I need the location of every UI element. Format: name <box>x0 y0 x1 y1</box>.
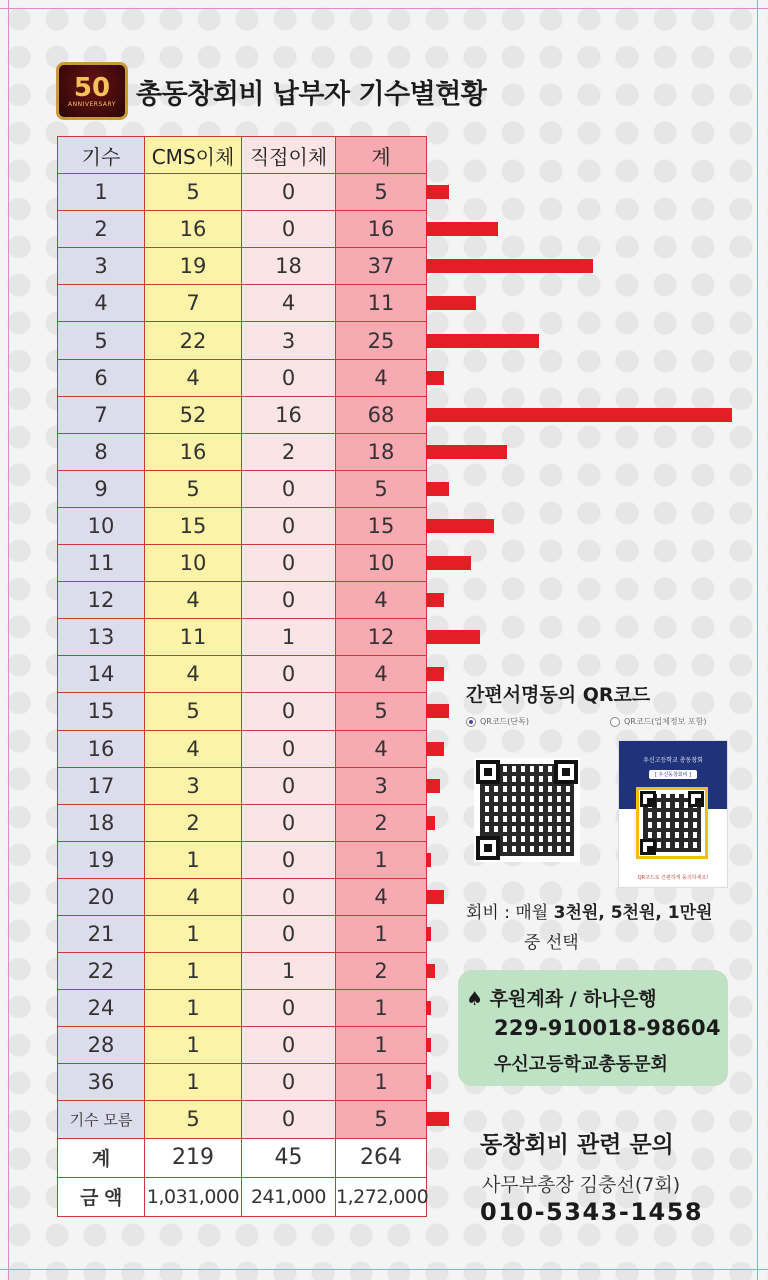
bar-11 <box>426 556 471 570</box>
sum-direct: 45 <box>242 1138 336 1177</box>
qr-card-title: 우신고등학교 총동창회 <box>643 757 703 764</box>
table-row <box>58 507 427 544</box>
amount-direct: 241,000 <box>242 1177 336 1216</box>
bar-17 <box>426 779 440 793</box>
donation-account-number[interactable]: 229-910018-98604 <box>494 1016 721 1040</box>
qr-card-pill: [ 우신동창회비 ] <box>649 770 697 779</box>
inquiry-phone[interactable]: 010-5343-1458 <box>480 1198 704 1226</box>
cell-generation: 1 <box>58 174 145 211</box>
bar-9 <box>426 482 449 496</box>
cell-generation: 8 <box>58 433 145 470</box>
cell-generation: 4 <box>58 285 145 322</box>
cell-generation: 7 <box>58 396 145 433</box>
cell-total: 4 <box>336 730 427 767</box>
table-row <box>58 433 427 470</box>
bar-4 <box>426 296 476 310</box>
header-direct: 직접이체 <box>242 137 336 174</box>
cell-cms: 22 <box>145 322 242 359</box>
table-row <box>58 1101 427 1138</box>
cell-generation: 20 <box>58 878 145 915</box>
cell-generation: 12 <box>58 582 145 619</box>
cell-cms: 3 <box>145 767 242 804</box>
cell-generation: 15 <box>58 693 145 730</box>
anniversary-badge <box>56 62 128 120</box>
qr-card-with-info[interactable] <box>618 740 728 888</box>
amount-cms: 1,031,000 <box>145 1177 242 1216</box>
cell-total: 37 <box>336 248 427 285</box>
table-row <box>58 953 427 990</box>
bar-chart <box>426 0 768 1280</box>
cell-cms: 10 <box>145 545 242 582</box>
table-row <box>58 619 427 656</box>
bar-19 <box>426 853 431 867</box>
cell-total: 4 <box>336 878 427 915</box>
sum-row <box>58 1138 427 1177</box>
cell-direct: 0 <box>242 1101 336 1138</box>
cell-cms: 1 <box>145 841 242 878</box>
cell-cms: 1 <box>145 990 242 1027</box>
table-row <box>58 285 427 322</box>
table-row <box>58 693 427 730</box>
cell-direct: 0 <box>242 582 336 619</box>
qr-finder-icon <box>640 791 656 807</box>
table-row <box>58 1027 427 1064</box>
cell-cms: 11 <box>145 619 242 656</box>
cell-cms: 1 <box>145 953 242 990</box>
cell-cms: 4 <box>145 730 242 767</box>
bar-14 <box>426 667 444 681</box>
cell-direct: 0 <box>242 915 336 952</box>
cell-cms: 1 <box>145 1064 242 1101</box>
cell-generation: 17 <box>58 767 145 804</box>
cell-direct: 4 <box>242 285 336 322</box>
bar-5 <box>426 334 539 348</box>
cell-total: 4 <box>336 582 427 619</box>
header-cms: CMS이체 <box>145 137 242 174</box>
cell-direct: 0 <box>242 804 336 841</box>
table-row <box>58 359 427 396</box>
cell-direct: 0 <box>242 767 336 804</box>
table-row <box>58 211 427 248</box>
table-row <box>58 915 427 952</box>
cell-direct: 0 <box>242 174 336 211</box>
radio-unselected-icon[interactable] <box>610 717 620 727</box>
amount-total: 1,272,000 <box>336 1177 427 1216</box>
cell-cms: 4 <box>145 359 242 396</box>
bar-기수 모름 <box>426 1112 449 1126</box>
bar-12 <box>426 593 444 607</box>
page-title: 총동창회비 납부자 기수별현황 <box>136 79 487 110</box>
cell-direct: 0 <box>242 1027 336 1064</box>
qr-finder-icon <box>640 839 656 855</box>
header-total: 계 <box>336 137 427 174</box>
table-row <box>58 878 427 915</box>
cell-total: 18 <box>336 433 427 470</box>
cell-total: 5 <box>336 693 427 730</box>
amount-row <box>58 1177 427 1216</box>
cell-generation: 13 <box>58 619 145 656</box>
qr-code-with-info[interactable] <box>636 787 708 859</box>
cell-cms: 16 <box>145 433 242 470</box>
donation-account-holder: 우신고등학교총동문회 <box>494 1054 668 1075</box>
bar-10 <box>426 519 494 533</box>
amount-label: 금 액 <box>58 1177 145 1216</box>
cell-generation: 24 <box>58 990 145 1027</box>
fee-info <box>466 898 712 923</box>
cell-direct: 16 <box>242 396 336 433</box>
cell-generation: 5 <box>58 322 145 359</box>
bar-7 <box>426 408 732 422</box>
qr-finder-icon <box>476 836 500 860</box>
qr-finder-icon <box>554 760 578 784</box>
cell-total: 5 <box>336 174 427 211</box>
table-row <box>58 767 427 804</box>
sum-total: 264 <box>336 1138 427 1177</box>
cell-direct: 0 <box>242 359 336 396</box>
donation-account-box <box>458 970 728 1086</box>
bar-24 <box>426 1001 431 1015</box>
cell-direct: 0 <box>242 507 336 544</box>
bar-20 <box>426 890 444 904</box>
cell-generation: 21 <box>58 915 145 952</box>
cell-direct: 0 <box>242 693 336 730</box>
table-row <box>58 248 427 285</box>
bar-6 <box>426 371 444 385</box>
qr-finder-icon <box>688 791 704 807</box>
table-row <box>58 730 427 767</box>
cell-direct: 1 <box>242 953 336 990</box>
table-row <box>58 990 427 1027</box>
fee-amounts: 3천원, 5천원, 1만원 <box>553 903 713 923</box>
cell-generation: 10 <box>58 507 145 544</box>
cell-direct: 0 <box>242 730 336 767</box>
bar-18 <box>426 816 435 830</box>
qr-finder-icon <box>476 760 500 784</box>
cell-total: 5 <box>336 470 427 507</box>
cell-cms: 15 <box>145 507 242 544</box>
cell-generation: 9 <box>58 470 145 507</box>
inquiry-title: 동창회비 관련 문의 <box>480 1132 674 1158</box>
cell-direct: 18 <box>242 248 336 285</box>
table-row <box>58 322 427 359</box>
cell-cms: 4 <box>145 656 242 693</box>
bar-2 <box>426 222 498 236</box>
table-row <box>58 470 427 507</box>
cell-generation: 19 <box>58 841 145 878</box>
fee-prefix: 회비 : 매월 <box>466 903 554 923</box>
cell-cms: 5 <box>145 174 242 211</box>
table-row <box>58 841 427 878</box>
cell-total: 1 <box>336 1027 427 1064</box>
cell-cms: 1 <box>145 1027 242 1064</box>
table-row <box>58 656 427 693</box>
cell-generation: 36 <box>58 1064 145 1101</box>
cell-direct: 1 <box>242 619 336 656</box>
table-row <box>58 396 427 433</box>
dues-table <box>57 136 427 1217</box>
cell-cms: 5 <box>145 693 242 730</box>
fee-suffix: 중 선택 <box>524 933 579 953</box>
cell-total: 1 <box>336 841 427 878</box>
bar-21 <box>426 927 431 941</box>
qr-section-title: 간편서명동의 QR코드 <box>466 684 651 706</box>
cell-generation: 3 <box>58 248 145 285</box>
cell-direct: 0 <box>242 470 336 507</box>
bar-16 <box>426 742 444 756</box>
cell-direct: 0 <box>242 656 336 693</box>
cell-cms: 2 <box>145 804 242 841</box>
cell-generation: 14 <box>58 656 145 693</box>
cell-direct: 0 <box>242 841 336 878</box>
radio-selected-icon[interactable] <box>466 717 476 727</box>
cell-generation: 기수 모름 <box>58 1101 145 1138</box>
cell-generation: 2 <box>58 211 145 248</box>
table-row <box>58 1064 427 1101</box>
cell-direct: 0 <box>242 878 336 915</box>
sum-label: 계 <box>58 1138 145 1177</box>
qr-card-footer: QR코드로 간편하게 동의하세요! <box>637 875 709 881</box>
sum-cms: 219 <box>145 1138 242 1177</box>
cell-direct: 0 <box>242 1064 336 1101</box>
cell-generation: 11 <box>58 545 145 582</box>
badge-number: 50 <box>73 72 111 103</box>
bar-3 <box>426 259 593 273</box>
cell-total: 4 <box>336 656 427 693</box>
inquiry-contact-name: 사무부총장 김충선(7회) <box>482 1174 681 1196</box>
cell-direct: 2 <box>242 433 336 470</box>
cell-cms: 5 <box>145 470 242 507</box>
cell-direct: 0 <box>242 990 336 1027</box>
bar-28 <box>426 1038 431 1052</box>
qr-code-standalone[interactable] <box>474 758 580 862</box>
qr-option-standalone[interactable] <box>466 716 529 727</box>
cell-total: 2 <box>336 953 427 990</box>
cell-generation: 18 <box>58 804 145 841</box>
table-row <box>58 804 427 841</box>
table-row <box>58 174 427 211</box>
cell-total: 5 <box>336 1101 427 1138</box>
bar-15 <box>426 704 449 718</box>
cell-cms: 16 <box>145 211 242 248</box>
cell-total: 2 <box>336 804 427 841</box>
cell-cms: 1 <box>145 915 242 952</box>
qr-option-with-info[interactable] <box>610 716 706 727</box>
table-row <box>58 545 427 582</box>
cell-total: 15 <box>336 507 427 544</box>
bar-22 <box>426 964 435 978</box>
cell-direct: 0 <box>242 211 336 248</box>
cell-direct: 0 <box>242 545 336 582</box>
cell-total: 1 <box>336 1064 427 1101</box>
table-header-row <box>58 137 427 174</box>
cell-total: 16 <box>336 211 427 248</box>
cell-generation: 16 <box>58 730 145 767</box>
cell-total: 11 <box>336 285 427 322</box>
badge-text: ANNIVERSARY <box>68 100 116 108</box>
cell-generation: 28 <box>58 1027 145 1064</box>
cell-total: 68 <box>336 396 427 433</box>
bar-8 <box>426 445 507 459</box>
cell-total: 1 <box>336 915 427 952</box>
qr-option-standalone-label: QR코드(단독) <box>480 717 530 726</box>
table-row <box>58 582 427 619</box>
donation-bank: ♠ 후원계좌 / 하나은행 <box>466 988 657 1010</box>
cell-cms: 19 <box>145 248 242 285</box>
cell-total: 1 <box>336 990 427 1027</box>
cell-cms: 7 <box>145 285 242 322</box>
qr-option-with-info-label: QR코드(업체정보 포함) <box>624 717 707 726</box>
cell-cms: 4 <box>145 878 242 915</box>
bar-13 <box>426 630 480 644</box>
cell-direct: 3 <box>242 322 336 359</box>
cell-cms: 4 <box>145 582 242 619</box>
cell-generation: 22 <box>58 953 145 990</box>
cell-total: 4 <box>336 359 427 396</box>
bar-36 <box>426 1075 431 1089</box>
cell-total: 10 <box>336 545 427 582</box>
cell-cms: 5 <box>145 1101 242 1138</box>
cell-total: 25 <box>336 322 427 359</box>
frame-line-left <box>8 0 9 1280</box>
cell-cms: 52 <box>145 396 242 433</box>
header-generation: 기수 <box>58 137 145 174</box>
cell-total: 3 <box>336 767 427 804</box>
bar-1 <box>426 185 449 199</box>
cell-total: 12 <box>336 619 427 656</box>
cell-generation: 6 <box>58 359 145 396</box>
